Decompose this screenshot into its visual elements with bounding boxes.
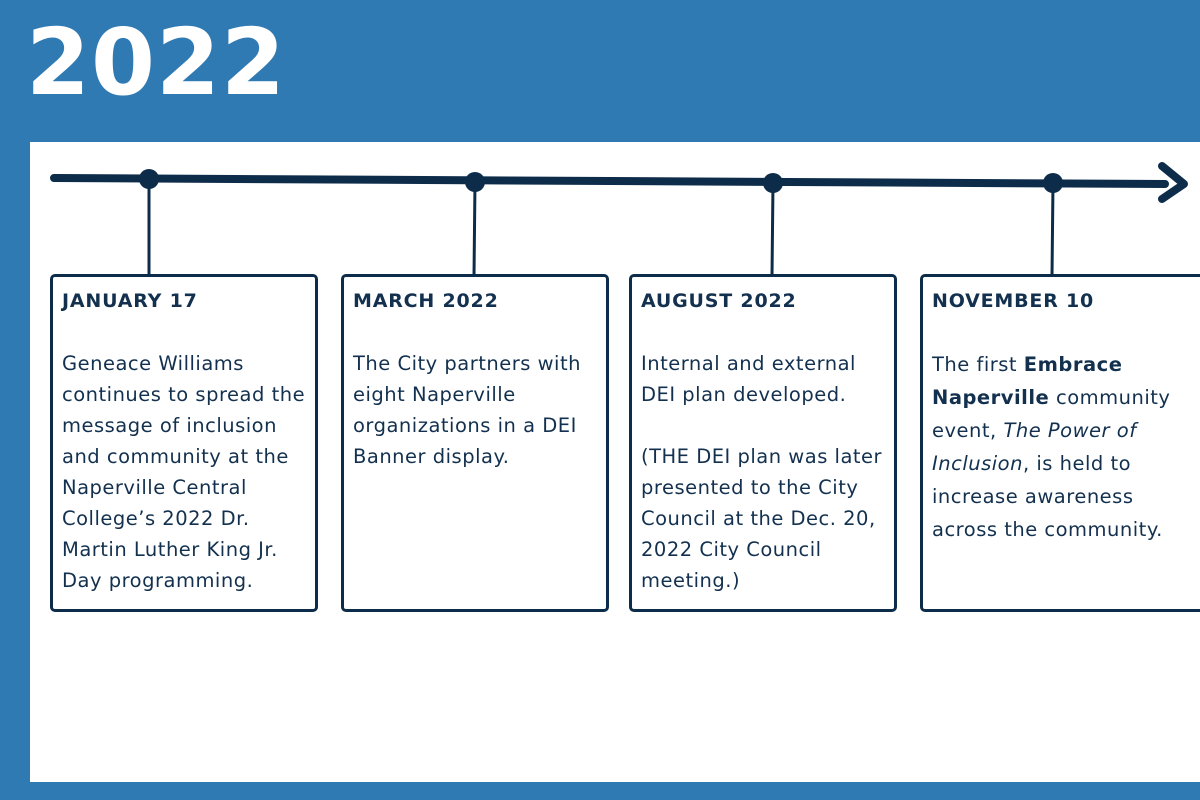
- event-description: Internal and external DEI plan developed.: [641, 352, 856, 406]
- event-card-august: [629, 274, 897, 612]
- event-theme: The Power of Inclusion: [932, 419, 1137, 475]
- event-date: JANUARY 17: [62, 290, 198, 312]
- timeline-axis: [54, 178, 1165, 184]
- event-card-november: [920, 274, 1200, 612]
- year-title: 2022: [26, 9, 287, 116]
- event-text-start: The first: [932, 353, 1018, 376]
- connector-4: [1052, 183, 1053, 276]
- event-name: Embrace Naperville: [932, 353, 1123, 409]
- event-date: AUGUST 2022: [641, 290, 797, 312]
- timeline-marker-2: [465, 172, 485, 192]
- connector-3: [772, 183, 773, 276]
- connector-2: [474, 182, 475, 276]
- event-date: MARCH 2022: [353, 290, 499, 312]
- timeline-marker-3: [763, 173, 783, 193]
- timeline-marker-4: [1043, 173, 1063, 193]
- timeline-marker-1: [139, 169, 159, 189]
- event-description: Geneace Williams continues to spread the message of inclusion and community at the Naperville Central College’s 2022 Dr. Martin Luther King Jr. Day programming.: [62, 352, 306, 592]
- event-description: The City partners with eight Naperville organizations in a DEI Banner display.: [353, 352, 581, 468]
- event-text-mid: community event,: [932, 386, 1171, 442]
- event-card-january: [50, 274, 318, 612]
- event-note: (THE DEI plan was later presented to the City Council at the Dec. 20, 2022 City Council meeting.): [641, 445, 883, 592]
- event-card-march: [341, 274, 609, 612]
- event-text-end: , is held to increase awareness across the community.: [932, 452, 1163, 541]
- event-date: NOVEMBER 10: [932, 290, 1095, 312]
- event-description: [932, 348, 1192, 546]
